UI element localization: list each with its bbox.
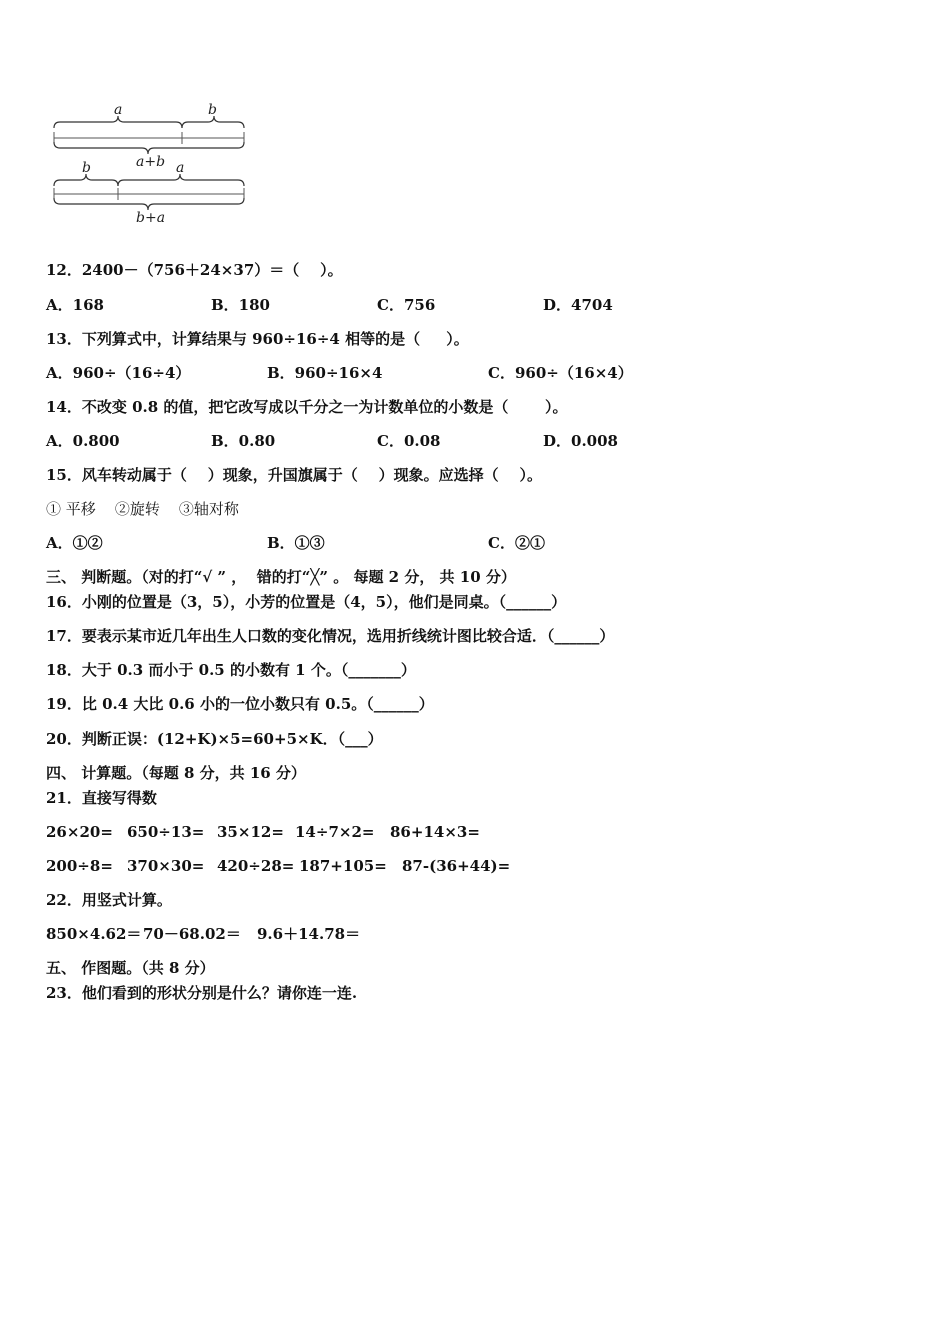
q13-option-b: B．960÷16×4	[267, 364, 383, 382]
q14-option-d: D．0.008	[543, 432, 618, 450]
q17: 17．要表示某市近几年出生人口数的变化情况，选用折线统计图比较合适．（______）	[46, 627, 615, 645]
q12-option-a: A．168	[46, 296, 104, 314]
brace-top-sum	[54, 142, 244, 154]
q21-item: 86+14×3=	[390, 823, 480, 841]
q15-choices: ① 平移 ②旋转 ③轴对称	[46, 500, 239, 518]
diagram-label-b-plus-a: b+a	[136, 210, 166, 226]
brace-top-a	[54, 116, 182, 128]
q21-item: 200÷8=	[46, 857, 113, 875]
section-3-heading: 三、 判断题。（对的打“√ ” ， 错的打“╳” 。 每题 2 分， 共 10 分）	[46, 568, 516, 586]
q12-option-b: B．180	[211, 296, 270, 314]
diagram-label-b-top: b	[208, 102, 217, 118]
diagram-label-a-top: a	[114, 102, 123, 118]
section-4-heading: 四、 计算题。（每题 8 分，共 16 分）	[46, 764, 306, 782]
q13-option-c: C．960÷（16×4）	[488, 364, 633, 382]
q22-item: 850×4.62＝	[46, 925, 142, 943]
q14-stem: 14．不改变 0.8 的值，把它改写成以千分之一为计数单位的小数是（ ）。	[46, 398, 568, 416]
q13-option-a: A．960÷（16÷4）	[46, 364, 191, 382]
q21-item: 87-(36+44)=	[402, 857, 511, 875]
q21-stem: 21．直接写得数	[46, 789, 157, 807]
brace-bottom-sum	[54, 198, 244, 210]
q15-stem: 15．风车转动属于（ ）现象，升国旗属于（ ）现象。应选择（ ）。	[46, 466, 543, 484]
q12-option-d: D．4704	[543, 296, 613, 314]
q14-option-b: B．0.80	[211, 432, 276, 450]
q15-option-b: B．①③	[267, 534, 325, 552]
q22-item: 70－68.02＝	[143, 925, 241, 943]
q12-stem: 12．2400－（756＋24×37）＝（ ）。	[46, 261, 343, 279]
diagram-label-a-plus-b: a+b	[136, 154, 166, 170]
q21-item: 35×12=	[217, 823, 284, 841]
q16: 16．小刚的位置是（3，5），小芳的位置是（4，5），他们是同桌。（______）	[46, 593, 567, 611]
q21-item: 650÷13=	[127, 823, 205, 841]
q21-item: 14÷7×2=	[295, 823, 375, 841]
q23: 23．他们看到的形状分别是什么？请你连一连.	[46, 984, 358, 1002]
q19: 19．比 0.4 大比 0.6 小的一位小数只有 0.5。（______）	[46, 695, 434, 713]
q12-option-c: C．756	[377, 296, 436, 314]
q13-stem: 13．下列算式中，计算结果与 960÷16÷4 相等的是（ ）。	[46, 330, 469, 348]
q21-item: 370×30=	[127, 857, 205, 875]
q20: 20．判断正误：(12+K)×5=60+5×K．（___）	[46, 730, 383, 748]
q22-item: 9.6＋14.78＝	[257, 925, 361, 943]
q14-option-a: A．0.800	[46, 432, 120, 450]
section-5-heading: 五、 作图题。（共 8 分）	[46, 959, 215, 977]
q21-item: 187+105=	[299, 857, 387, 875]
diagram-label-b-bottom: b	[82, 160, 91, 176]
brace-bottom-b	[54, 174, 118, 186]
diagram-label-a-bottom: a	[176, 160, 185, 176]
q21-item: 26×20=	[46, 823, 113, 841]
q18: 18．大于 0.3 而小于 0.5 的小数有 1 个。（_______）	[46, 661, 416, 679]
q15-option-a: A．①②	[46, 534, 103, 552]
q14-option-c: C．0.08	[377, 432, 441, 450]
q21-item: 420÷28=	[217, 857, 295, 875]
q15-option-c: C．②①	[488, 534, 545, 552]
q22-stem: 22．用竖式计算。	[46, 891, 172, 909]
brace-diagram	[48, 98, 258, 228]
